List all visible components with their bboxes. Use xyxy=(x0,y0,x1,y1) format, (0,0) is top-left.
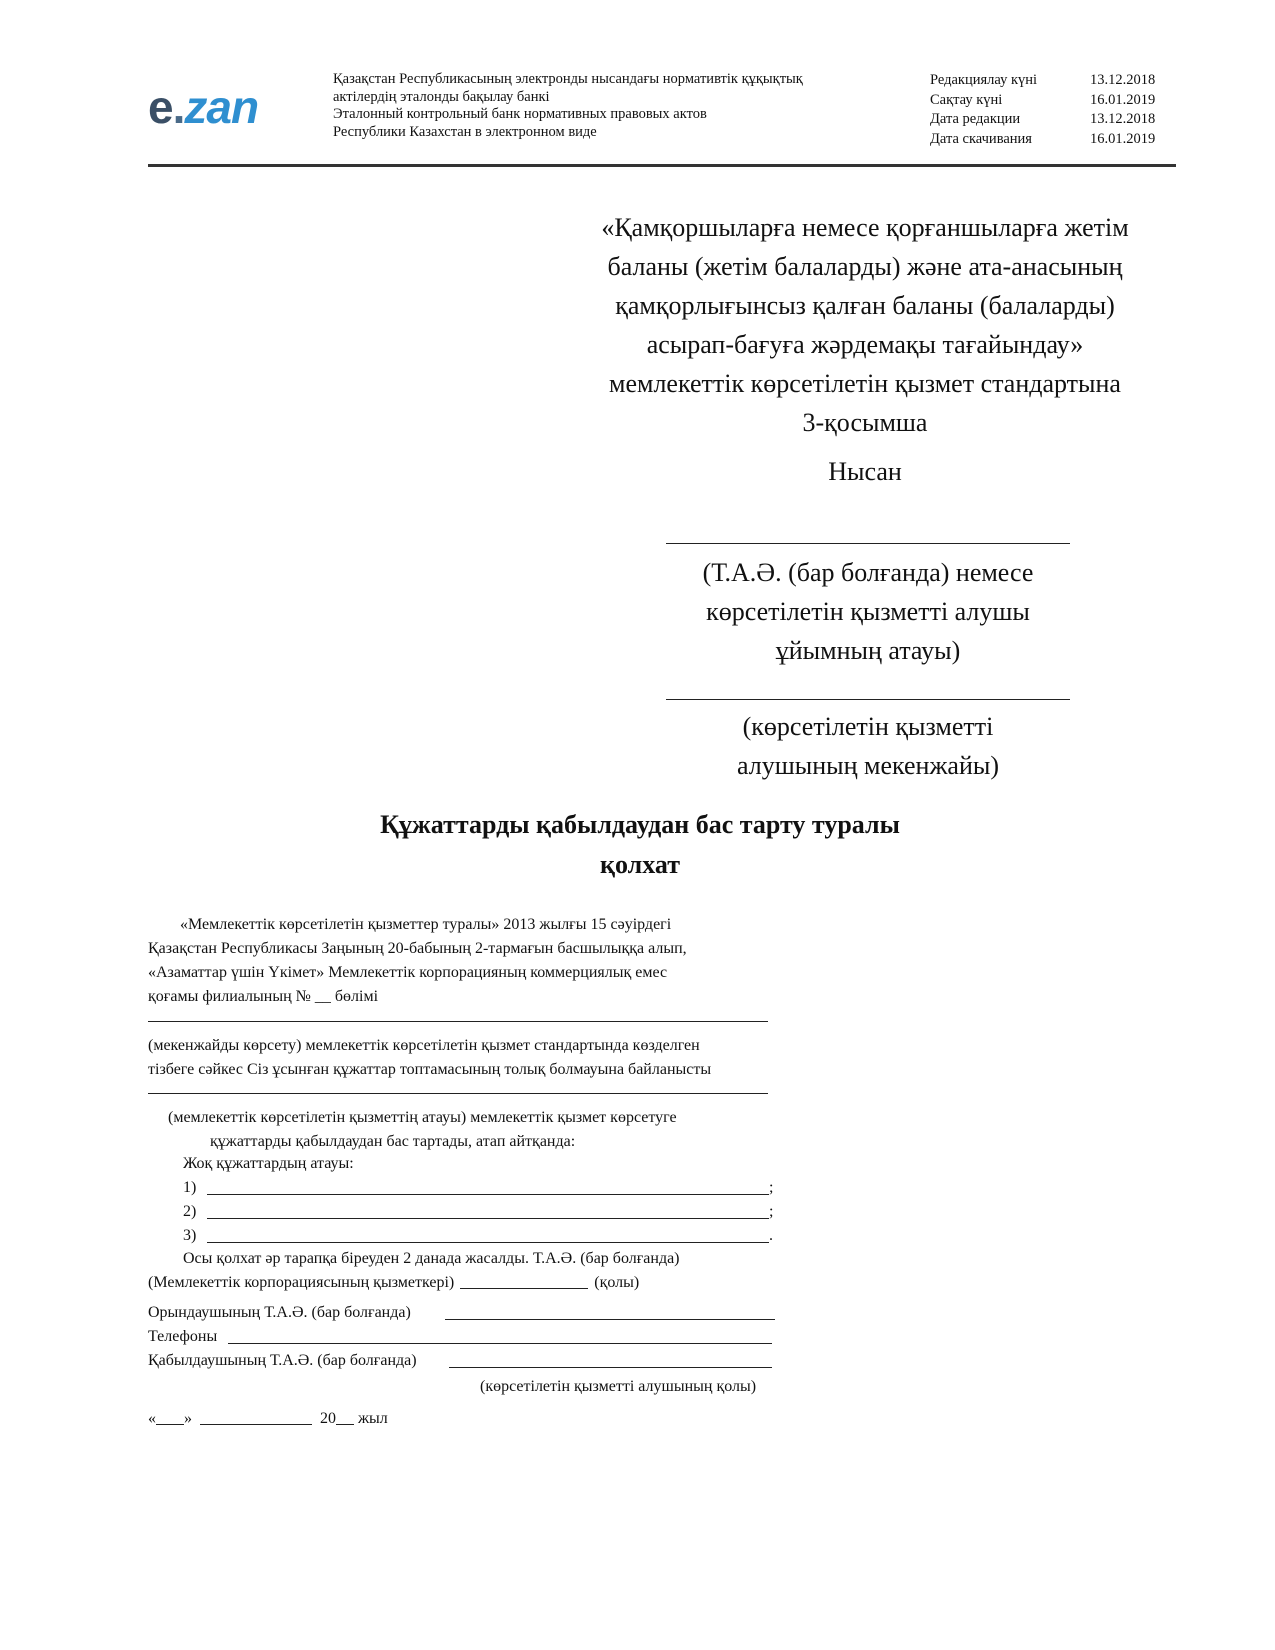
missing-document-blank[interactable] xyxy=(207,1218,769,1219)
standard-line: мемлекеттік көрсетілетін қызмет стандартына xyxy=(609,369,1121,398)
document-title xyxy=(330,805,950,885)
standard-line: «Қамқоршыларға немесе қорғаншыларға жетім xyxy=(601,213,1129,242)
header-line: актілердің эталонды бақылау банкі xyxy=(333,88,550,105)
item-number: 1) xyxy=(183,1179,197,1196)
paragraph-line: (мекенжайды көрсету) мемлекеттік көрсетілетін қызмет стандартында көзделген xyxy=(148,1037,700,1054)
executor-blank[interactable] xyxy=(445,1319,775,1320)
receiver-label: Қабылдаушының Т.А.Ә. (бар болғанда) xyxy=(148,1352,417,1369)
service-note xyxy=(148,1106,788,1154)
meta-value: 13.12.2018 xyxy=(1090,111,1156,128)
caption-line: (көрсетілетін қызметті xyxy=(742,712,994,741)
missing-document-item xyxy=(183,1176,774,1200)
phone-field xyxy=(148,1325,217,1349)
recipient-signature-caption: (көрсетілетін қызметті алушының қолы) xyxy=(480,1378,757,1395)
meta-label: Дата скачивания xyxy=(930,130,1032,147)
recipient-address-blank[interactable] xyxy=(666,699,1070,700)
meta-label: Сақтау күні xyxy=(930,91,1003,108)
executor-field xyxy=(148,1301,411,1325)
meta-label: Редакциялау күні xyxy=(930,72,1038,88)
standard-line: 3-қосымша xyxy=(802,408,928,437)
item-end: . xyxy=(769,1227,773,1244)
header-line: Қазақстан Республикасының электронды нысандағы нормативтік құқықтық xyxy=(333,71,803,87)
day-blank[interactable] xyxy=(156,1408,184,1425)
form-label: Нысан xyxy=(828,457,902,486)
title-line: Құжаттарды қабылдаудан бас тарту туралы xyxy=(380,810,900,839)
meta-value: 16.01.2019 xyxy=(1090,130,1156,147)
item-number: 2) xyxy=(183,1203,197,1220)
year-prefix: 20 xyxy=(320,1410,336,1427)
employee-label: (Мемлекеттік корпорациясының қызметкері) xyxy=(148,1274,455,1291)
date-line xyxy=(148,1407,388,1431)
meta-label: Дата редакции xyxy=(930,111,1021,128)
ezan-logo: e.zan xyxy=(148,81,259,133)
paragraph-line: «Азаматтар үшін Үкімет» Мемлекеттік корпорацияның коммерциялық емес xyxy=(148,964,668,981)
recipient-name-blank[interactable] xyxy=(666,543,1070,544)
paragraph-line: құжаттарды қабылдаудан бас тартады, атап айтқанда: xyxy=(210,1133,576,1150)
missing-document-item xyxy=(183,1200,774,1224)
header-line: Республики Казахстан в электронном виде xyxy=(333,123,597,140)
standard-line: баланы (жетім балаларды) және ата-анасының xyxy=(607,252,1123,281)
service-name-blank[interactable] xyxy=(148,1093,768,1094)
paragraph-line: «Мемлекеттік көрсетілетін қызметтер туралы» 2013 жылғы 15 сәуірдегі xyxy=(180,916,672,933)
header-divider xyxy=(148,164,1176,167)
quote-open: « xyxy=(148,1410,156,1427)
missing-document-blank[interactable] xyxy=(207,1194,769,1195)
meta-value: 16.01.2019 xyxy=(1090,91,1156,108)
caption-line: көрсетілетін қызметті алушы xyxy=(706,597,1030,626)
standard-reference xyxy=(560,208,1170,442)
meta-row xyxy=(930,71,1170,91)
address-note xyxy=(148,1034,711,1082)
receiver-field xyxy=(148,1349,417,1373)
department-address-blank[interactable] xyxy=(148,1021,768,1022)
meta-row xyxy=(930,110,1170,130)
executor-label: Орындаушының Т.А.Ә. (бар болғанда) xyxy=(148,1304,411,1321)
recipient-address-caption xyxy=(640,707,1096,785)
header-line: Эталонный контрольный банк нормативных правовых актов xyxy=(333,106,707,122)
year-blank[interactable] xyxy=(336,1408,354,1425)
caption-line: алушының мекенжайы) xyxy=(736,751,999,780)
paragraph-line: қоғамы филиалының № __ бөлімі xyxy=(148,988,379,1005)
employee-signature-blank[interactable] xyxy=(460,1272,588,1289)
employee-signature-line xyxy=(148,1271,639,1295)
signature-label: (қолы) xyxy=(594,1274,640,1291)
phone-blank[interactable] xyxy=(228,1343,772,1344)
meta-row xyxy=(930,130,1170,150)
missing-documents-heading: Жоқ құжаттардың атауы: xyxy=(183,1155,354,1172)
paragraph-line: тізбеге сәйкес Сіз ұсынған құжаттар топтамасының толық болмауына байланысты xyxy=(148,1061,712,1078)
missing-document-blank[interactable] xyxy=(207,1242,769,1243)
phone-label: Телефоны xyxy=(148,1328,218,1345)
copies-statement: Осы қолхат әр тарапқа біреуден 2 данада жасалды. Т.А.Ә. (бар болғанда) xyxy=(183,1250,680,1267)
standard-line: асырап-бағуға жәрдемақы тағайындау» xyxy=(646,330,1084,359)
header-description xyxy=(333,71,873,141)
item-end: ; xyxy=(769,1203,774,1220)
item-number: 3) xyxy=(183,1227,197,1244)
paragraph-line: (мемлекеттік көрсетілетін қызметтің атауы) мемлекеттік қызмет көрсетуге xyxy=(168,1109,677,1126)
missing-document-item xyxy=(183,1224,773,1248)
meta-value: 13.12.2018 xyxy=(1090,72,1156,88)
header-dates xyxy=(930,71,1170,149)
paragraph-line: Қазақстан Республикасы Заңының 20-бабының 2-тармағын басшылыққа алып, xyxy=(148,940,687,957)
caption-line: (Т.А.Ә. (бар болғанда) немесе xyxy=(702,558,1034,587)
title-line: қолхат xyxy=(600,850,680,879)
recipient-name-caption xyxy=(640,553,1096,670)
quote-close: » xyxy=(184,1410,192,1427)
meta-row xyxy=(930,91,1170,111)
caption-line: ұйымның атауы) xyxy=(775,636,961,665)
item-end: ; xyxy=(769,1179,774,1196)
standard-line: қамқорлығынсыз қалған баланы (балаларды) xyxy=(615,291,1115,320)
year-word: жыл xyxy=(358,1410,388,1427)
intro-paragraph xyxy=(148,913,788,1009)
receiver-blank[interactable] xyxy=(449,1367,772,1368)
month-blank[interactable] xyxy=(200,1408,312,1425)
